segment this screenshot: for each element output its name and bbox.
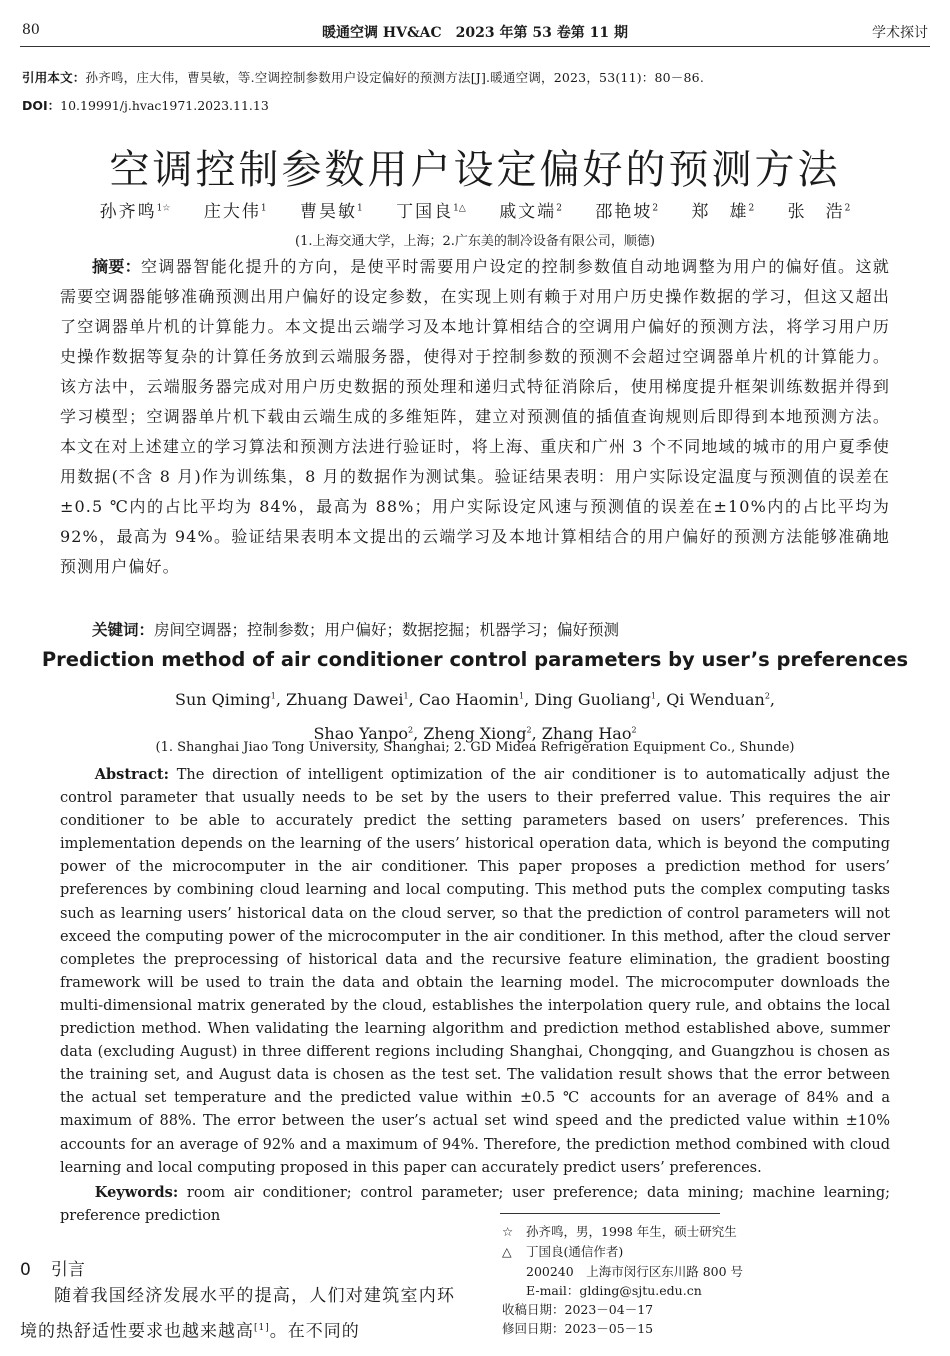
author-en: Cao Haomin$^1$, [418, 690, 535, 710]
doi [22, 96, 269, 114]
author-cn: 孙齐鸣$^{1☆}$ [99, 202, 171, 222]
paper-title-cn: 空调控制参数用户设定偏好的预测方法 [109, 147, 841, 193]
author-en: Zhang Hao$^2$ [541, 723, 637, 743]
journal-header: 暖通空调 HV&AC 2023 年第 53 卷第 11 期 [322, 25, 628, 41]
author-en: Zheng Xiong$^2$, [423, 723, 542, 743]
page-number: 80 [22, 22, 40, 38]
author-cn: 曹昊敏$^1$ [299, 202, 363, 222]
section-tag: 学术探讨 [872, 25, 928, 41]
body-tail: 。在不同的 [269, 1321, 360, 1342]
abstract-cn-text: 空调器智能化提升的方向，是使平时需要用户设定的控制参数值自动地调整为用户的偏好值。这就需要空调器能够准确预测出用户偏好的设定参数，在实现上则有赖于对用户历史操作数据的学习，但这又超出了空调器单片机的计算能力。本文提出云端学习及本地计算相结合的空调用户偏好的预测方法，将学习用户历史操作数据等复杂的计算任务放到云端服务器，使得对于控制参数的预测不会超过空调器单片机的计算能力。该方法中，云端服务器完成对用户历史数据的预处理和递归式特征消除后，使用梯度提升框架训练数据并得到学习模型；空调器单片机下载由云端生成的多维矩阵，建立对预测值的插值查询规则后即得到本地预测方法。本文在对上述建立的学习算法和预测方法进行验证时，将上海、重庆和广州 3 个不同地域的城市的用户夏季使用数据(不含 8 月)作为训练集，8 月的数据作为测试集。验证结果表明：用户实际设定温度与预测值的误差在±0.5 ℃内的占比平均为 84%，最高为 88%；用户实际设定风速与预测值的误差在±10%内的占比平均为 92%，最高为 94%。验证结果表明本文提出的云端学习及本地计算相结合的用户偏好的预测方法能够准确地预测用户偏好。 [60, 257, 890, 576]
authors-cn [0, 197, 950, 222]
affiliation-cn: (1.上海交通大学，上海；2.广东美的制冷设备有限公司，顺德) [295, 234, 655, 249]
star-icon: ☆ [502, 1224, 514, 1239]
keywords-cn-text: 房间空调器；控制参数；用户偏好；数据挖掘；机器学习；偏好预测 [154, 621, 620, 639]
citation [22, 68, 704, 86]
authors-en [0, 682, 950, 749]
doi-value[interactable]: 10.19991/j.hvac1971.2023.11.13 [60, 98, 269, 113]
author-cn: 庄大伟$^1$ [203, 202, 267, 222]
author-cn: 戚文端$^2$ [499, 202, 562, 222]
keywords-en-label: Keywords: [94, 1184, 179, 1201]
abstract-cn-label: 摘要： [92, 257, 141, 276]
triangle-icon: △ [502, 1244, 512, 1259]
keywords-cn [92, 618, 619, 640]
keywords-cn-label: 关键词： [92, 621, 155, 639]
paper-title-en: Prediction method of air conditioner control parameters by user’s preferences [41, 648, 909, 671]
footnote-address: 200240 上海市闵行区东川路 800 号 [526, 1264, 744, 1279]
doi-label: DOI： [22, 98, 61, 113]
footnote-author2: △ 丁国良(通信作者) [502, 1242, 623, 1262]
abstract-en [60, 763, 890, 1180]
body-paragraph [20, 1280, 455, 1348]
body-text: 随着我国经济发展水平的提高，人们对建筑室内环境的热舒适性要求也越来越高 [20, 1286, 455, 1342]
author-cn: 邵艳坡$^2$ [595, 202, 659, 222]
footnote-received: 收稿日期：2023－04－17 [502, 1302, 654, 1317]
footnote-revised: 修回日期：2023－05－15 [502, 1321, 654, 1336]
affiliation-en: (1. Shanghai Jiao Tong University, Shanghai; 2. GD Midea Refrigeration Equipment Co., Shunde) [155, 740, 795, 755]
citation-label: 引用本文： [22, 70, 86, 85]
author-en: Qi Wenduan$^2$, [666, 690, 775, 710]
keywords-en [60, 1181, 890, 1228]
footnote-email: E-mail：glding@sjtu.edu.cn [526, 1283, 702, 1298]
author-en: Ding Guoliang$^1$, [534, 690, 667, 710]
abstract-cn [60, 252, 890, 582]
author-en: Shao Yanpo$^2$, [313, 723, 424, 743]
author-en: Zhuang Dawei$^1$, [286, 690, 419, 710]
section-title: 引言 [50, 1260, 85, 1280]
citation-text: 孙齐鸣，庄大伟，曹昊敏，等.空调控制参数用户设定偏好的预测方法[J].暖通空调，2023，53(11)：80－86. [85, 70, 704, 85]
author-cn: 张 浩$^2$ [787, 202, 851, 222]
author-en: Sun Qiming$^1$, [175, 690, 286, 710]
footnote-author1: ☆ 孙齐鸣，男，1998 年生，硕士研究生 [502, 1222, 737, 1242]
citation-ref[interactable]: [1] [254, 1323, 270, 1333]
author-cn: 郑 雄$^2$ [691, 202, 755, 222]
footnote-rule [500, 1213, 720, 1214]
abstract-en-label: Abstract: [94, 766, 169, 783]
section-number: 0 [20, 1260, 31, 1280]
section-heading [20, 1255, 85, 1280]
keywords-en-text: room air conditioner; control parameter; user preference; data mining; machine learning; preference prediction [60, 1185, 890, 1225]
abstract-en-text: The direction of intelligent optimization of the air conditioner is to automatically adjust the control parameter that usually needs to be set by the users to their preferred value. This requires the air conditioner to be able to accurately predict the setting parameters based on users’ preferences. This implementation depends on the learning of the users’ historical operation data, which is beyond the computing power of the microcomputer in the air conditioner. This paper proposes a prediction method for users’ preferences by combining cloud learning and local computing. This method puts the complex computing tasks such as learning users’ historical data on the cloud server, so that the prediction of control parameters will not exceed the computing power of the microcomputer in the air conditioner. In this method, after the cloud server completes the preprocessing of historical data and the recursive feature elimination, the gradient boosting framework will be used to train the data and obtain the learning model. The microcomputer downloads the multi-dimensional matrix generated by the cloud, establishes the interpolation query rule, and obtains the local prediction method. When validating the learning algorithm and prediction method established above, summer data (excluding August) in three different regions including Shanghai, Chongqing, and Guangzhou is chosen as the training set, and August data is chosen as the test set. The validation result shows that the error between the actual set temperature and the predicted value within ±0.5 ℃ accounts for an average of 84% and a maximum of 88%. The error between the user’s actual set wind speed and the predicted value within ±10% accounts for an average of 92% and a maximum of 94%. Therefore, the prediction method combined with cloud learning and local computing proposed in this paper can accurately predict users’ preferences. [60, 767, 891, 1176]
author-cn: 丁国良$^{1\triangle}$ [396, 202, 466, 222]
header-rule [20, 46, 930, 47]
